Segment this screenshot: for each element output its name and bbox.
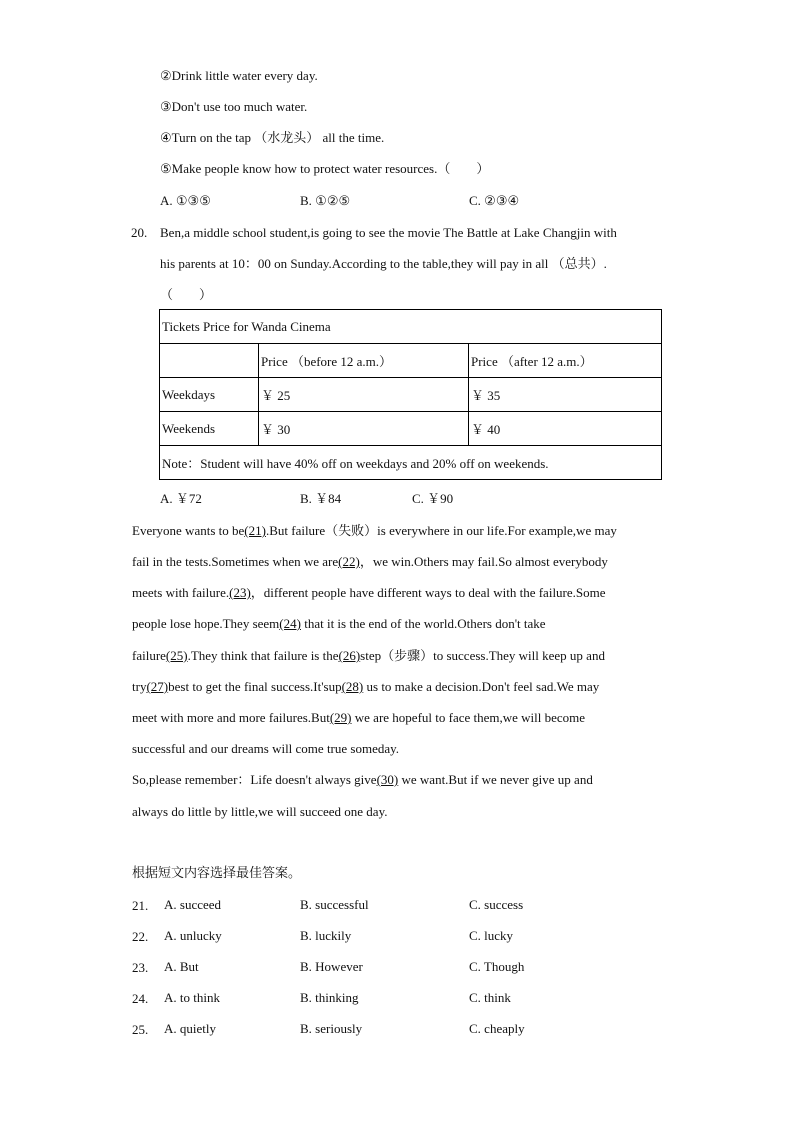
question-number: 20. (131, 225, 148, 240)
option-b: B. seriously (300, 1021, 363, 1036)
option-c: C. lucky (469, 928, 514, 943)
passage-line: try(27)best to get the final success.It'sup(28) us to make a decision.Don't feel sad.We may (132, 679, 600, 694)
option-a: A. quietly (164, 1021, 216, 1036)
q19-statement: ④Turn on the tap （水龙头） all the time. (160, 130, 385, 145)
passage-line: people lose hope.They seem(24) that it is the end of the world.Others don't take (132, 616, 546, 631)
passage-line: Everyone wants to be(21).But failure（失败）is everywhere in our life.For example,we may (132, 523, 617, 538)
blank-25: (25) (165, 648, 188, 663)
option-c: C. think (469, 990, 511, 1005)
table-note: Note：Student will have 40% off on weekdays and 20% off on weekends. (160, 446, 662, 480)
q20-text: his parents at 10：00 on Sunday.According to the table,they will pay in all （总共）. (160, 256, 607, 271)
question-number: 25. (132, 1022, 149, 1037)
q20-answer-blank: （ ） (160, 287, 213, 302)
blank-30: (30) (376, 772, 399, 787)
q19-option-a: A. ①③⑤ (160, 193, 211, 208)
blank-26: (26) (338, 648, 361, 663)
passage-line: always do little by little,we will succeed one day. (132, 804, 388, 819)
q19-option-b: B. ①②⑤ (300, 193, 351, 208)
q19-statement: ⑤Make people know how to protect water resources.（ ） (160, 161, 490, 176)
option-b: B. successful (300, 897, 369, 912)
option-b: B. luckily (300, 928, 352, 943)
blank-27: (27) (146, 679, 169, 694)
passage-line: successful and our dreams will come true someday. (132, 741, 400, 756)
passage-line: meets with failure.(23)，different people have different ways to deal with the failure.Some (132, 585, 606, 600)
table-cell: ￥ 35 (469, 378, 662, 412)
blank-28: (28) (341, 679, 364, 694)
q20-option-c: C. ￥90 (412, 491, 454, 506)
blank-21: (21) (244, 523, 266, 538)
passage-line: So,please remember：Life doesn't always give(30) we want.But if we never give up and (132, 772, 593, 787)
option-c: C. Though (469, 959, 525, 974)
table-cell: ￥ 40 (469, 412, 662, 446)
blank-29: (29) (329, 710, 352, 725)
blank-24: (24) (279, 616, 301, 631)
table-cell: ￥ 25 (259, 378, 469, 412)
table-row (160, 412, 662, 446)
table-header-cell: Price （after 12 a.m.） (469, 344, 662, 378)
q20-option-a: A. ￥72 (160, 491, 202, 506)
q19-statement: ②Drink little water every day. (160, 68, 318, 83)
table-cell: ￥ 30 (259, 412, 469, 446)
q19-option-c: C. ②③④ (469, 193, 520, 208)
option-c: C. success (469, 897, 524, 912)
table-cell: Weekends (160, 412, 259, 446)
option-a: A. to think (164, 990, 220, 1005)
passage-line: fail in the tests.Sometimes when we are(22)，we win.Others may fail.So almost everybody (132, 554, 608, 569)
blank-23: (23) (229, 585, 251, 600)
option-b: B. However (300, 959, 363, 974)
q20-text: Ben,a middle school student,is going to see the movie The Battle at Lake Changjin with (160, 225, 617, 240)
option-a: A. But (164, 959, 199, 974)
table-header-cell: Price （before 12 a.m.） (259, 344, 469, 378)
question-number: 21. (132, 898, 149, 913)
option-a: A. unlucky (164, 928, 222, 943)
q19-statement: ③Don't use too much water. (160, 99, 308, 114)
option-c: C. cheaply (469, 1021, 525, 1036)
question-number: 24. (132, 991, 149, 1006)
passage-line: meet with more and more failures.But(29) we are hopeful to face them,we will become (132, 710, 586, 725)
blank-22: (22) (338, 554, 360, 569)
price-table (159, 309, 662, 480)
table-cell: Weekdays (160, 378, 259, 412)
question-number: 23. (132, 960, 149, 975)
q20-option-b: B. ￥84 (300, 491, 342, 506)
passage-line: failure(25).They think that failure is the(26)step（步骤）to success.They will keep up and (132, 648, 605, 663)
table-title: Tickets Price for Wanda Cinema (160, 310, 662, 344)
instruction: 根据短文内容选择最佳答案。 (132, 866, 302, 881)
table-row (160, 378, 662, 412)
option-a: A. succeed (164, 897, 222, 912)
option-b: B. thinking (300, 990, 359, 1005)
table-header-cell (160, 344, 259, 378)
question-number: 22. (132, 929, 149, 944)
